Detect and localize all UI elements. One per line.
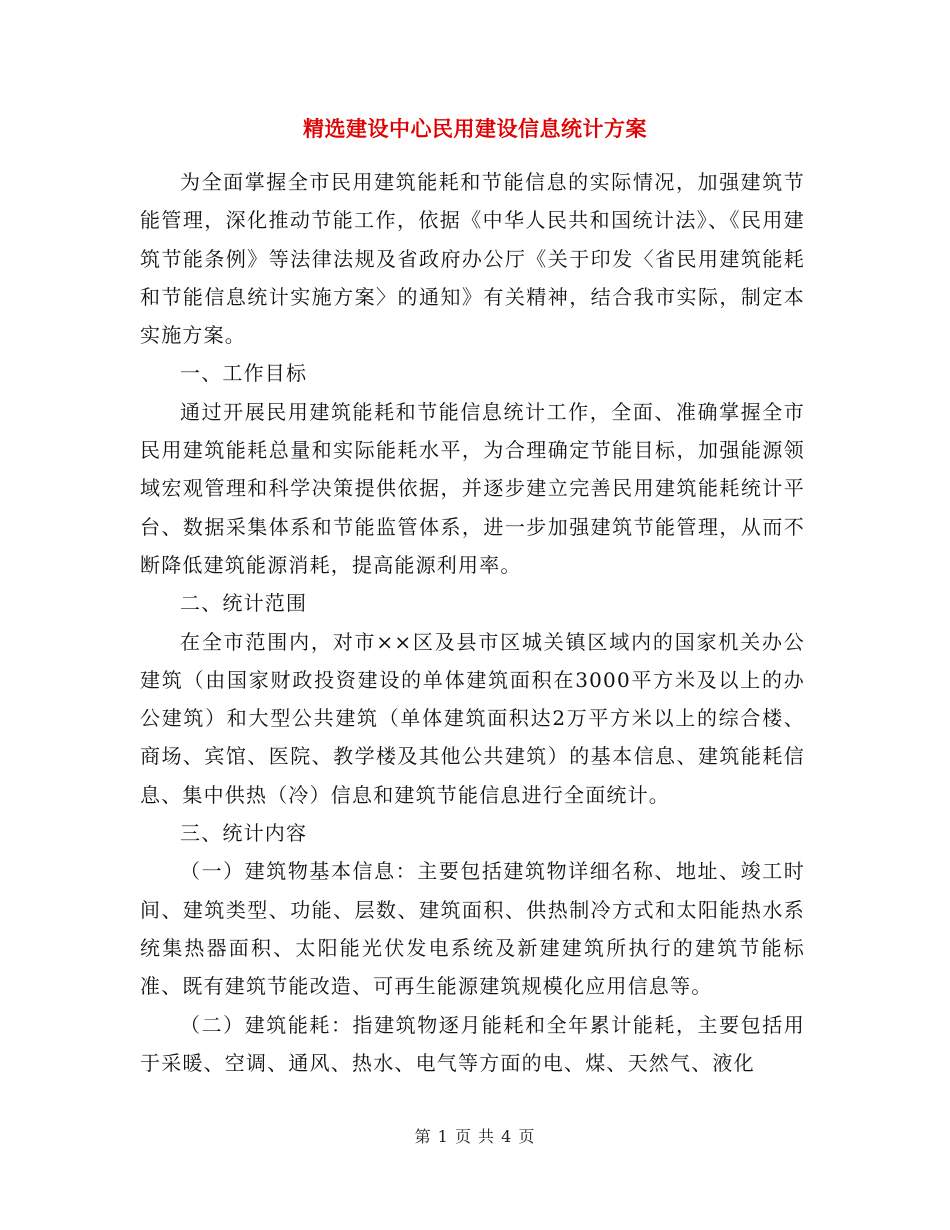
intro-paragraph: 为全面掌握全市民用建筑能耗和节能信息的实际情况，加强建筑节能管理，深化推动节能工作，依据《中华人民共和国统计法》、《民用建筑节能条例》等法律法规及省政府办公厅《关于印发〈省民用建筑能耗和节能信息统计实施方案〉的通知》有关精神，结合我市实际，制定本实施方案。 [140, 170, 805, 348]
page-footer: 第 1 页 共 4 页 [414, 1127, 536, 1146]
content-item-energy: （二）建筑能耗：指建筑物逐月能耗和全年累计能耗，主要包括用于采暖、空调、通风、热水、电气等方面的电、煤、天然气、液化 [140, 1012, 805, 1075]
document-title: 精选建设中心民用建设信息统计方案 [303, 116, 647, 141]
section-heading-content: 三、统计内容 [180, 821, 308, 846]
scope-paragraph: 在全市范围内，对市××区及县市区城关镇区域内的国家机关办公建筑（由国家财政投资建设的单体建筑面积在3000平方米及以上的办公建筑）和大型公共建筑（单体建筑面积达2万平方米以上的综合楼、商场、宾馆、医院、教学楼及其他公共建筑）的基本信息、建筑能耗信息、集中供热（冷）信息和建筑节能信息进行全面统计。 [140, 629, 805, 807]
document-body [140, 163, 805, 1082]
section-heading-scope: 二、统计范围 [180, 591, 308, 616]
goals-paragraph: 通过开展民用建筑能耗和节能信息统计工作，全面、准确掌握全市民用建筑能耗总量和实际能耗水平，为合理确定节能目标，加强能源领域宏观管理和科学决策提供依据，并逐步建立完善民用建筑能耗统计平台、数据采集体系和节能监管体系，进一步加强建筑节能管理，从而不断降低建筑能源消耗，提高能源利用率。 [140, 399, 805, 577]
content-item-basic-info: （一）建筑物基本信息：主要包括建筑物详细名称、地址、竣工时间、建筑类型、功能、层数、建筑面积、供热制冷方式和太阳能热水系统集热器面积、太阳能光伏发电系统及新建建筑所执行的建筑节能标准、既有建筑节能改造、可再生能源建筑规模化应用信息等。 [140, 859, 805, 999]
section-heading-goals: 一、工作目标 [180, 361, 308, 386]
